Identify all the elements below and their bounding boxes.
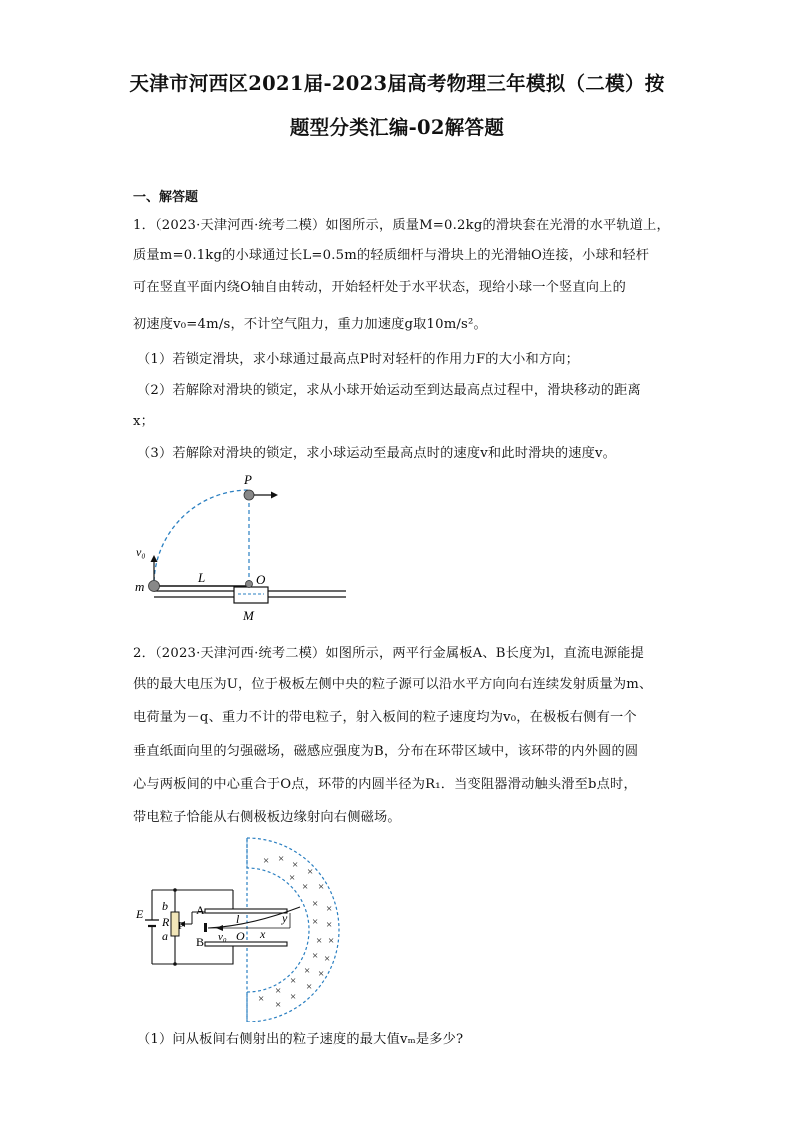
q2-line-4: 垂直纸面向里的匀强磁场，磁感应强度为B，分布在环带区域中，该环带的内外圆的圆: [133, 744, 639, 759]
svg-text:×: ×: [302, 881, 309, 893]
svg-text:×: ×: [328, 935, 335, 947]
svg-text:×: ×: [275, 999, 282, 1011]
label-v0: v₀: [218, 931, 227, 943]
q2-line-3: 电荷量为－q、重力不计的带电粒子，射入板间的粒子速度均为v₀，在极板右侧有一个: [133, 710, 637, 725]
q1-sub-2-cont: x；: [133, 414, 155, 429]
label-O: O: [256, 572, 266, 587]
section-heading: 一、解答题: [133, 190, 199, 205]
q2-line-6: 带电粒子恰能从右侧极板边缘射向右侧磁场。: [133, 810, 401, 825]
svg-text:×: ×: [312, 898, 319, 910]
svg-text:×: ×: [292, 859, 299, 871]
label-B: B: [196, 935, 205, 949]
label-A: A: [196, 903, 205, 917]
slider-block: [234, 587, 268, 603]
svg-text:×: ×: [318, 968, 325, 980]
label-a: a: [162, 929, 168, 943]
svg-text:×: ×: [290, 975, 297, 987]
axis-O: [246, 581, 253, 588]
label-E: E: [136, 907, 144, 921]
label-L: L: [198, 570, 206, 585]
svg-text:×: ×: [312, 950, 319, 962]
label-v0: v₀: [136, 545, 146, 559]
label-x: x: [260, 927, 266, 941]
label-y: y: [282, 911, 288, 925]
svg-text:×: ×: [326, 903, 333, 915]
label-O: O: [236, 929, 245, 943]
label-l: l: [236, 912, 240, 926]
svg-text:×: ×: [326, 919, 333, 931]
q1-figure: [130, 470, 360, 630]
label-P: P: [244, 472, 252, 487]
q1-line-2: 质量m=0.1kg的小球通过长L=0.5m的轻质细杆与滑块上的光滑轴O连接，小球和轻杆: [133, 248, 650, 263]
svg-text:×: ×: [304, 965, 311, 977]
q1-sub-1: （1）若锁定滑块，求小球通过最高点P时对轻杆的作用力F的大小和方向；: [137, 352, 580, 367]
page-title-line2: 题型分类汇编-02解答题: [289, 116, 505, 139]
trajectory-arc: [154, 490, 249, 581]
svg-text:×: ×: [289, 872, 296, 884]
svg-text:×: ×: [316, 935, 323, 947]
svg-text:×: ×: [324, 953, 331, 965]
plate-A: [205, 909, 287, 913]
svg-text:×: ×: [278, 853, 285, 865]
label-M: M: [243, 608, 254, 623]
label-R: R: [162, 915, 170, 929]
label-P: P: [178, 920, 185, 932]
q1-line-1: 1．（2023·天津河西·统考二模）如图所示，质量M=0.2kg的滑块套在光滑的水平轨道上，: [133, 218, 670, 233]
q2-line-2: 供的最大电压为U，位于极板左侧中央的粒子源可以沿水平方向向右连续发射质量为m、: [133, 677, 653, 692]
ball-at-top: [244, 490, 254, 500]
q2-figure: [130, 832, 360, 1022]
q2-line-5: 心与两板间的中心重合于O点，环带的内圆半径为R₁．当变阻器滑动触头滑至b点时，: [133, 777, 637, 792]
svg-text:×: ×: [312, 916, 319, 928]
ball-m: [149, 581, 160, 592]
q2-sub-1: （1）问从板间右侧射出的粒子速度的最大值vₘ是多少?: [137, 1032, 464, 1047]
svg-text:×: ×: [306, 981, 313, 993]
label-b: b: [162, 899, 168, 913]
q1-line-3: 可在竖直平面内绕O轴自由转动，开始轻杆处于水平状态，现给小球一个竖直向上的: [133, 280, 626, 295]
label-m: m: [135, 579, 145, 594]
svg-text:×: ×: [318, 881, 325, 893]
svg-text:×: ×: [307, 866, 314, 878]
page-title-line1: 天津市河西区2021届-2023届高考物理三年模拟（二模）按: [129, 72, 665, 95]
q1-sub-3: （3）若解除对滑块的锁定，求小球运动至最高点时的速度v和此时滑块的速度v。: [137, 446, 617, 461]
q1-sub-2: （2）若解除对滑块的锁定，求从小球开始运动至到达最高点过程中，滑块移动的距离: [137, 383, 641, 398]
svg-text:×: ×: [258, 993, 265, 1005]
svg-text:×: ×: [275, 985, 282, 997]
svg-text:×: ×: [263, 855, 270, 867]
q1-line-4: 初速度v₀=4m/s，不计空气阻力，重力加速度g取10m/s²。: [133, 317, 487, 332]
svg-text:×: ×: [290, 991, 297, 1003]
q2-line-1: 2．（2023·天津河西·统考二模）如图所示，两平行金属板A、B长度为l，直流电源能提: [133, 646, 644, 661]
